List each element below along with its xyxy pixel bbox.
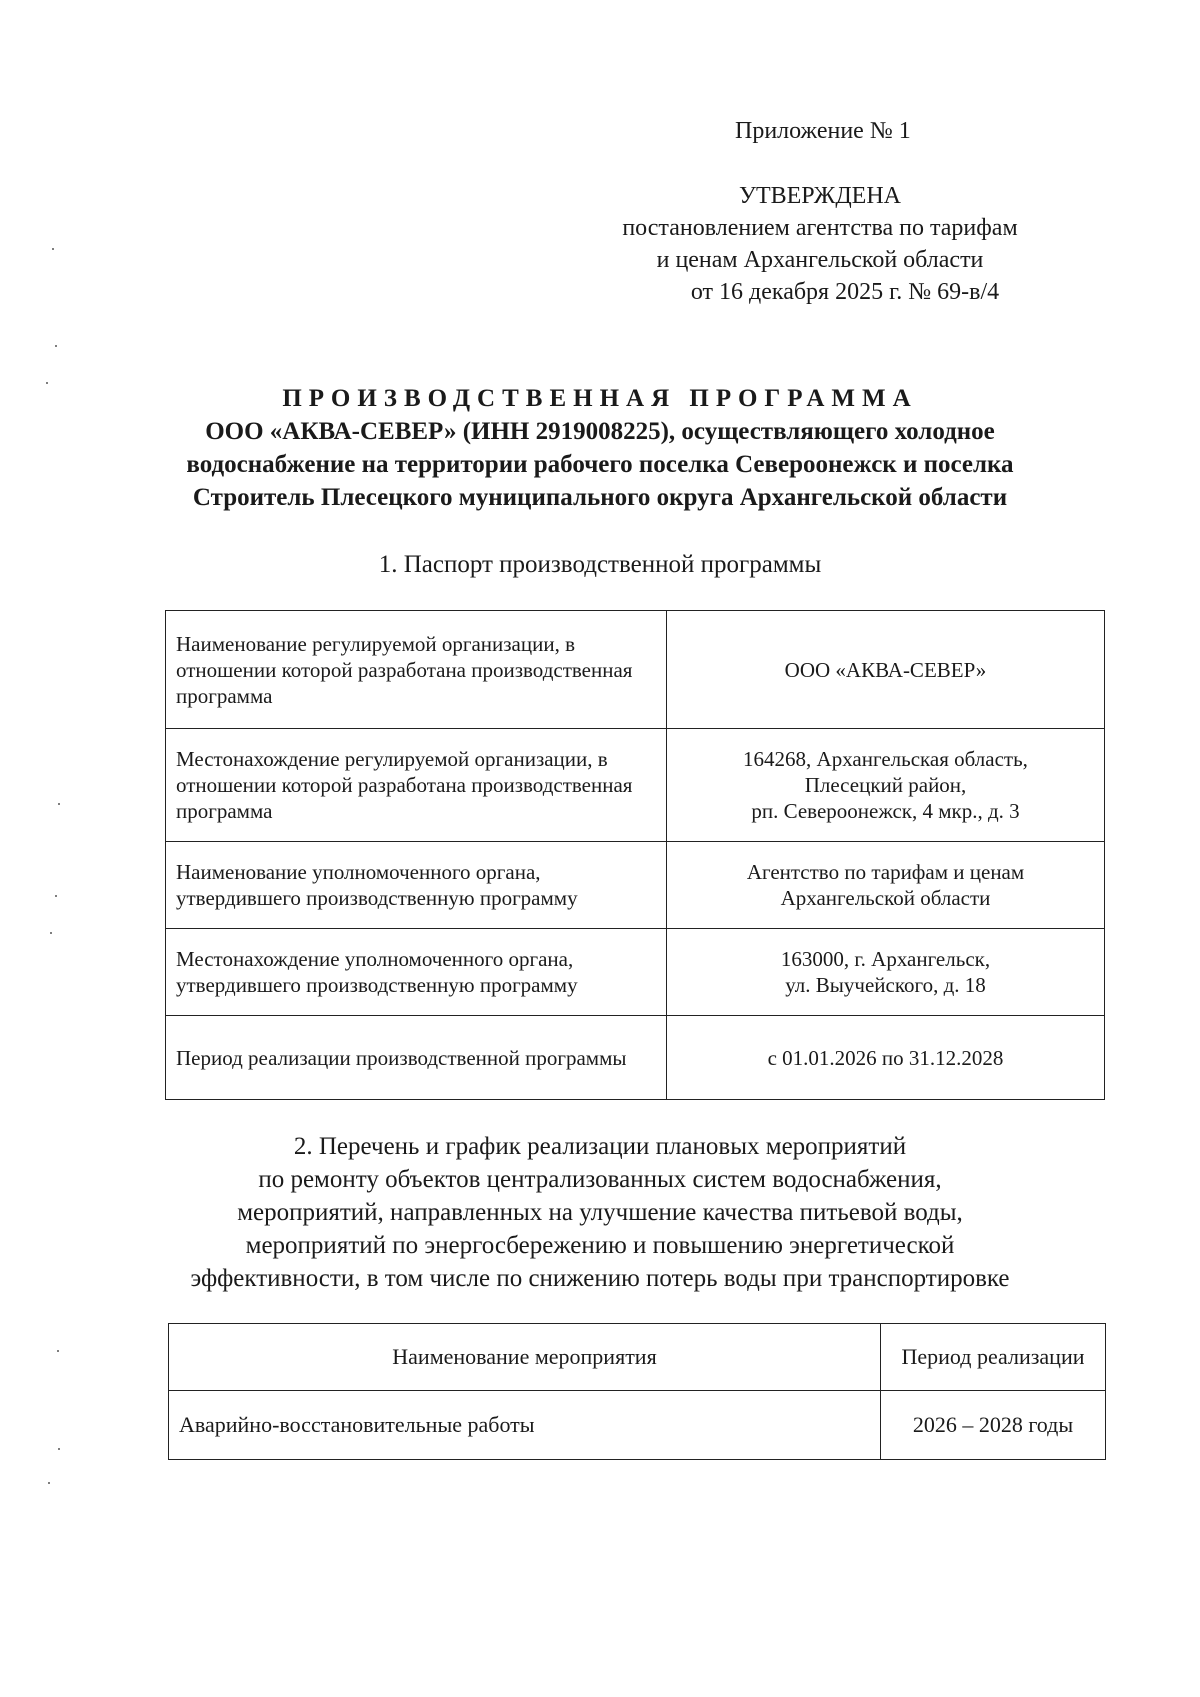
table-row bbox=[166, 611, 1105, 729]
passport-value: Агентство по тарифам и ценам Архангельской области bbox=[667, 842, 1105, 929]
table-header-row bbox=[169, 1324, 1106, 1391]
title-line: водоснабжение на территории рабочего поселка Североонежск и поселка bbox=[186, 451, 1014, 478]
passport-label: Наименование регулируемой организации, в отношении которой разработана производственная программа bbox=[166, 611, 667, 729]
scan-speck bbox=[58, 803, 60, 805]
scan-speck bbox=[46, 382, 48, 384]
title-line: ООО «АКВА-СЕВЕР» (ИНН 2919008225), осуществляющего холодное bbox=[205, 418, 995, 445]
event-period: 2026 – 2028 годы bbox=[881, 1391, 1106, 1460]
document-page: Приложение № 1 УТВЕРЖДЕНА постановлением агентства по тарифам и ценам Архангельской области от 16 декабря 2025 г. № 69-в/4 ПРОИЗВОДСТВЕННАЯ ПРОГРАММА ООО «АКВА-СЕВЕР» (ИНН 2919008225), осуществляющего холодное водоснабжение на территории рабочего поселка Североонежск и поселка Строитель Плесецкого муниципального округа Архангельской области 1. Паспорт производственной программы Наименование регулируемой организации, в отношении которой разработана производственная программа ООО «АКВА-СЕВЕР» Местонахождение регулируемой организации, в отношении которой разработана производственная программа 164268, Архангельская область, Плесецкий район, рп. Североонежск, 4 мкр., д. 3 Наименование уполномоченного органа, утвердившего производственную программу Агентство по тарифам и ценам Архангельской области Местонахождение уполномоченного органа, утвердившего производственную программу 163000, г. Архангельск, ул. Выучейского, д. 18 Период реализации производственной программы с 01.01.2026 по 31.12.2028 2. Перечень и график реализации плановых мероприятий по ремонту объектов централизованных систем водоснабжения, мероприятий, направленных на улучшение качества питьевой воды, мероприятий по энергосбережению и повышению энергетической эффективности, в том числе по снижению потерь воды при транспортировке Наименование мероприятия Период реализации Аварийно-восстановительные работы 2026 – 2028 годы bbox=[0, 0, 1200, 1697]
approval-heading: УТВЕРЖДЕНА bbox=[738, 183, 902, 209]
scan-speck bbox=[58, 1448, 60, 1450]
scan-speck bbox=[50, 932, 52, 934]
scan-speck bbox=[52, 248, 54, 250]
title-heading: ПРОИЗВОДСТВЕННАЯ ПРОГРАММА bbox=[282, 385, 918, 412]
document-title bbox=[120, 382, 1080, 514]
column-header: Наименование мероприятия bbox=[169, 1324, 881, 1391]
passport-value: 163000, г. Архангельск, ул. Выучейского, д. 18 bbox=[667, 929, 1105, 1016]
scan-speck bbox=[55, 895, 57, 897]
passport-value: ООО «АКВА-СЕВЕР» bbox=[667, 611, 1105, 729]
passport-label: Местонахождение уполномоченного органа, утвердившего производственную программу bbox=[166, 929, 667, 1016]
passport-value: 164268, Архангельская область, Плесецкий район, рп. Североонежск, 4 мкр., д. 3 bbox=[667, 729, 1105, 842]
approval-block bbox=[560, 180, 1080, 308]
scan-speck bbox=[48, 1482, 50, 1484]
events-table bbox=[168, 1323, 1106, 1460]
table-row bbox=[166, 842, 1105, 929]
approval-line: и ценам Архангельской области bbox=[656, 247, 984, 273]
table-row bbox=[166, 729, 1105, 842]
scan-speck bbox=[55, 345, 57, 347]
approval-line: от 16 декабря 2025 г. № 69-в/4 bbox=[690, 279, 1000, 305]
title-line: Строитель Плесецкого муниципального округа Архангельской области bbox=[192, 484, 1008, 511]
passport-label: Период реализации производственной программы bbox=[166, 1016, 667, 1100]
column-header: Период реализации bbox=[881, 1324, 1106, 1391]
passport-value: с 01.01.2026 по 31.12.2028 bbox=[667, 1016, 1105, 1100]
passport-label: Наименование уполномоченного органа, утвердившего производственную программу bbox=[166, 842, 667, 929]
table-row bbox=[166, 1016, 1105, 1100]
scan-speck bbox=[57, 1350, 59, 1352]
section2-title: 2. Перечень и график реализации плановых мероприятий по ремонту объектов централизованных систем водоснабжения, мероприятий, направленных на улучшение качества питьевой воды, мероприятий по энергосбережению и повышению энергетической эффективности, в том числе по снижению потерь воды при транспортировке bbox=[190, 1133, 1010, 1292]
table-row bbox=[166, 929, 1105, 1016]
event-name: Аварийно-восстановительные работы bbox=[169, 1391, 881, 1460]
approval-line: постановлением агентства по тарифам bbox=[622, 215, 1018, 241]
section1-title: 1. Паспорт производственной программы bbox=[378, 551, 822, 578]
table-row bbox=[169, 1391, 1106, 1460]
passport-label: Местонахождение регулируемой организации, в отношении которой разработана производственная программа bbox=[166, 729, 667, 842]
passport-table bbox=[165, 610, 1105, 1100]
